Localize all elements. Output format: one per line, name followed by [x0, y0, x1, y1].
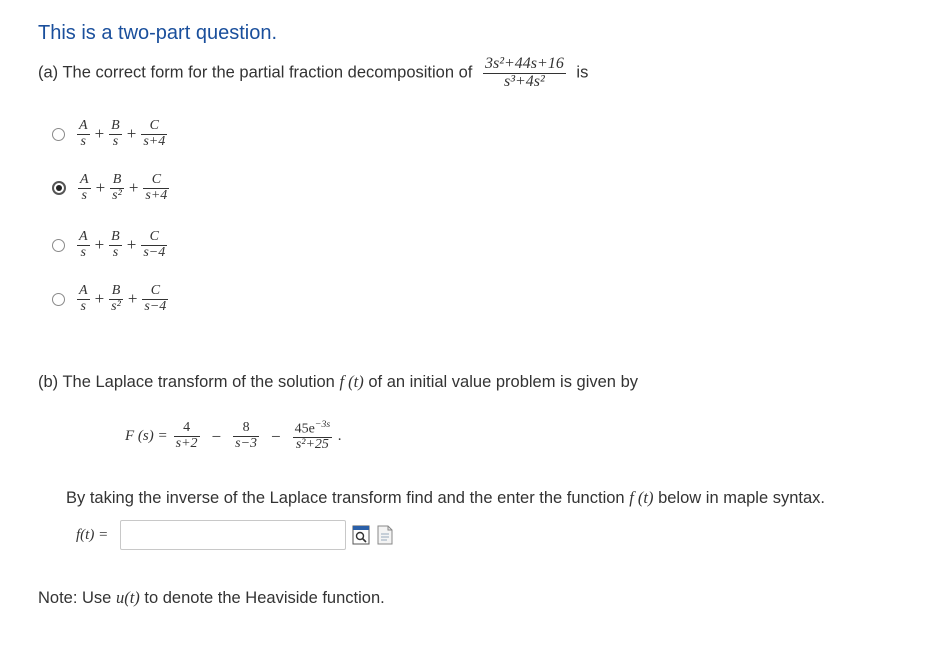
part-a-text: (a) The correct form for the partial fraction decomposition of	[38, 63, 473, 82]
term-numerator: C	[141, 119, 167, 135]
plus-sign: +	[94, 124, 105, 143]
term-denominator: s−4	[143, 244, 166, 260]
term-numerator: B	[111, 228, 120, 244]
answer-label: f(t) =	[76, 526, 109, 543]
term-numerator: B	[110, 173, 124, 189]
term-denominator: s	[80, 244, 86, 260]
term-denominator: s	[112, 244, 119, 260]
part-a-numerator: 3s²+44s+16	[484, 55, 564, 72]
term-numerator	[293, 420, 333, 438]
term-denominator: s−4	[144, 298, 167, 314]
option-expression	[77, 119, 167, 149]
part-a-suffix: is	[576, 63, 589, 82]
question-title: This is a two-part question.	[38, 22, 277, 44]
term-denominator: s	[80, 133, 86, 149]
term-denominator: s+2	[175, 436, 198, 452]
term-numerator: A	[79, 282, 88, 298]
term-numerator: C	[142, 284, 168, 300]
instruction-before: By taking the inverse of the Laplace transform find and the enter the function	[66, 489, 625, 507]
option-expression	[78, 173, 169, 203]
term-denominator: s+4	[145, 187, 168, 203]
laplace-equation	[125, 420, 342, 453]
option-3[interactable]	[52, 220, 167, 270]
term-numerator: C	[143, 173, 169, 189]
radio-button[interactable]	[52, 293, 65, 306]
equation-lhs: F (s) =	[125, 428, 168, 445]
plus-sign: +	[128, 178, 139, 197]
term-numerator: B	[109, 284, 123, 300]
term-denominator: s²	[112, 187, 122, 203]
term-denominator: s−3	[235, 436, 258, 452]
plus-sign: +	[126, 124, 137, 143]
plus-sign: +	[95, 178, 106, 197]
plus-sign: +	[94, 235, 105, 254]
preview-icon[interactable]	[352, 525, 370, 545]
radio-button[interactable]	[52, 128, 65, 141]
help-icon[interactable]	[376, 525, 394, 545]
term-denominator: s²	[111, 298, 121, 314]
part-a-prompt	[38, 56, 588, 91]
option-expression	[77, 230, 167, 260]
term-denominator: s+4	[143, 133, 166, 149]
term-numerator: B	[111, 117, 120, 133]
plus-sign: +	[127, 289, 138, 308]
numerator-exponent: −3s	[314, 419, 331, 430]
option-4[interactable]	[52, 274, 168, 324]
numerator-base: 45e	[294, 421, 315, 437]
plus-sign: +	[94, 289, 105, 308]
part-a-fraction	[483, 56, 566, 91]
note-after: to denote the Heaviside function.	[144, 589, 385, 607]
part-b-prompt	[38, 372, 638, 392]
equation-period: .	[338, 428, 342, 445]
part-b-text: (b) The Laplace transform of the solution	[38, 373, 335, 391]
term-numerator: A	[79, 228, 88, 244]
term-numerator: C	[141, 230, 167, 246]
part-b-function: f (t)	[339, 372, 364, 391]
instruction-function: f (t)	[629, 488, 654, 507]
radio-button[interactable]	[52, 181, 66, 195]
term-denominator: s	[112, 133, 119, 149]
option-1[interactable]	[52, 109, 167, 159]
option-expression	[77, 284, 168, 314]
term-denominator: s	[80, 298, 86, 314]
minus-sign: −	[211, 426, 222, 446]
note-before: Note: Use	[38, 589, 112, 607]
note-function: u(t)	[115, 588, 140, 607]
instruction-after: below in maple syntax.	[658, 489, 825, 507]
part-b-text-after: of an initial value problem is given by	[368, 373, 638, 391]
term-denominator: s²+25	[295, 437, 329, 453]
answer-row	[76, 520, 394, 550]
note-text	[38, 588, 385, 608]
term-numerator: 8	[233, 421, 259, 437]
minus-sign: −	[271, 426, 281, 446]
answer-input[interactable]	[120, 520, 346, 550]
term-numerator: A	[80, 171, 89, 187]
instruction-text	[66, 488, 825, 508]
plus-sign: +	[126, 235, 137, 254]
term-denominator: s	[81, 187, 87, 203]
part-a-denominator: s³+4s²	[503, 72, 545, 90]
option-2[interactable]	[52, 163, 169, 213]
radio-button[interactable]	[52, 239, 65, 252]
term-numerator: 4	[174, 421, 200, 437]
term-numerator: A	[79, 117, 88, 133]
